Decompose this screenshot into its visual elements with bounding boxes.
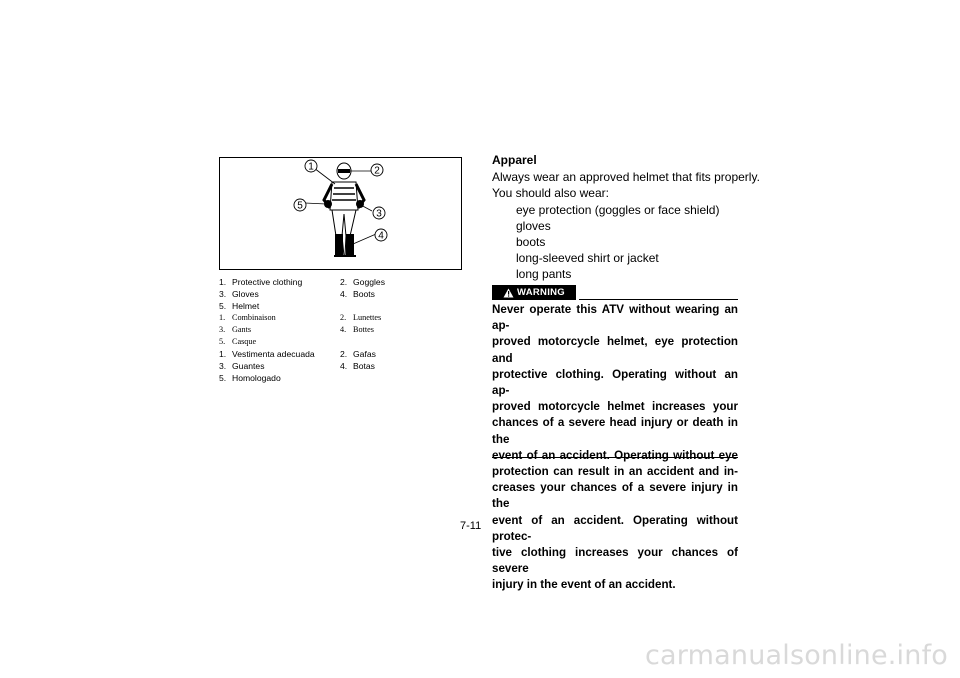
legend-num: 1. bbox=[219, 349, 227, 359]
legend-num: 4. bbox=[340, 325, 347, 334]
legend-num: 5. bbox=[219, 373, 227, 383]
legend-row bbox=[219, 324, 462, 336]
legend-spanish bbox=[219, 348, 462, 384]
callout-3 bbox=[373, 207, 385, 220]
svg-text:4: 4 bbox=[378, 230, 384, 242]
warning-line: creases your chances of a severe injury in the bbox=[492, 481, 738, 511]
legend-item: Gafas bbox=[353, 349, 376, 359]
apparel-paragraph: You should also wear: bbox=[492, 186, 609, 200]
svg-text:2: 2 bbox=[374, 165, 380, 177]
legend-num: 1. bbox=[219, 277, 227, 287]
callout-2 bbox=[371, 164, 383, 177]
legend-item: Bottes bbox=[353, 325, 374, 334]
legend-num: 2. bbox=[340, 313, 347, 322]
list-item: eye protection (goggles or face shield) bbox=[516, 203, 720, 217]
legend-item: Vestimenta adecuada bbox=[232, 349, 315, 359]
legend-num: 3. bbox=[219, 325, 226, 334]
section-heading: Apparel bbox=[492, 153, 537, 167]
legend-item: Goggles bbox=[353, 277, 386, 287]
apparel-illustration bbox=[219, 157, 462, 270]
legend-num: 5. bbox=[219, 337, 226, 346]
legend-item: Protective clothing bbox=[232, 277, 303, 287]
warning-line: Never operate this ATV without wearing an ap- bbox=[492, 303, 738, 333]
warning-line: proved motorcycle helmet increases your bbox=[492, 400, 738, 414]
legend-num: 3. bbox=[219, 361, 227, 371]
legend-item: Botas bbox=[353, 361, 375, 371]
list-item: boots bbox=[516, 235, 546, 249]
svg-text:1: 1 bbox=[308, 161, 314, 173]
legend-num: 2. bbox=[340, 349, 348, 359]
callout-1 bbox=[305, 160, 317, 173]
legend-item: Guantes bbox=[232, 361, 265, 371]
legend-row bbox=[219, 360, 462, 372]
legend-num: 4. bbox=[340, 361, 348, 371]
apparel-paragraph: Always wear an approved helmet that fits properly. bbox=[492, 170, 760, 184]
callout-5 bbox=[294, 199, 306, 212]
legend-french bbox=[219, 312, 462, 348]
legend-row bbox=[219, 372, 462, 384]
svg-text:5: 5 bbox=[297, 200, 303, 212]
legend-row bbox=[219, 276, 462, 288]
legend-item: Gloves bbox=[232, 289, 259, 299]
svg-text:3: 3 bbox=[376, 208, 382, 220]
legend-num: 5. bbox=[219, 301, 227, 311]
legend-row bbox=[219, 288, 462, 300]
watermark: carmanualsonline.info bbox=[645, 640, 948, 671]
legend-row bbox=[219, 312, 462, 324]
legend-row bbox=[219, 348, 462, 360]
warning-line: chances of a severe head injury or death in the bbox=[492, 416, 738, 446]
list-item: gloves bbox=[516, 219, 551, 233]
legend-num: 1. bbox=[219, 313, 226, 322]
legend-item: Helmet bbox=[232, 301, 260, 311]
warning-text bbox=[492, 302, 738, 594]
warning-line: tive clothing increases your chances of severe bbox=[492, 546, 738, 576]
warning-line: event of an accident. Operating without protec- bbox=[492, 513, 738, 543]
rider-figure bbox=[220, 158, 462, 270]
list-item: long-sleeved shirt or jacket bbox=[516, 251, 659, 265]
list-item: long pants bbox=[516, 267, 572, 281]
warning-triangle-icon bbox=[503, 288, 514, 298]
legend-item: Casque bbox=[232, 337, 257, 346]
warning-line: injury in the event of an accident. bbox=[492, 578, 676, 592]
page-number: 7-11 bbox=[460, 520, 482, 532]
legend-num: 4. bbox=[340, 289, 348, 299]
legend-row bbox=[219, 300, 462, 312]
legend-item: Boots bbox=[353, 289, 375, 299]
callout-4 bbox=[375, 229, 387, 242]
legend-item: Gants bbox=[232, 325, 252, 334]
legend-english bbox=[219, 276, 462, 312]
warning-bottom-rule bbox=[492, 457, 738, 458]
warning-line: protection can result in an accident and in- bbox=[492, 465, 738, 479]
warning-line: event of an accident. Operating without eye bbox=[492, 448, 738, 462]
warning-label: WARNING bbox=[516, 287, 565, 298]
legend-row bbox=[219, 336, 462, 348]
legend-item: Homologado bbox=[232, 373, 281, 383]
warning-rule bbox=[579, 299, 738, 300]
legend-num: 2. bbox=[340, 277, 348, 287]
warning-badge bbox=[492, 285, 576, 300]
legend-num: 3. bbox=[219, 289, 227, 299]
legend-item: Combinaison bbox=[232, 313, 276, 322]
warning-line: protective clothing. Operating without an ap- bbox=[492, 367, 738, 398]
legend-item: Lunettes bbox=[353, 313, 382, 322]
warning-line: proved motorcycle helmet, eye protection and bbox=[492, 335, 738, 365]
